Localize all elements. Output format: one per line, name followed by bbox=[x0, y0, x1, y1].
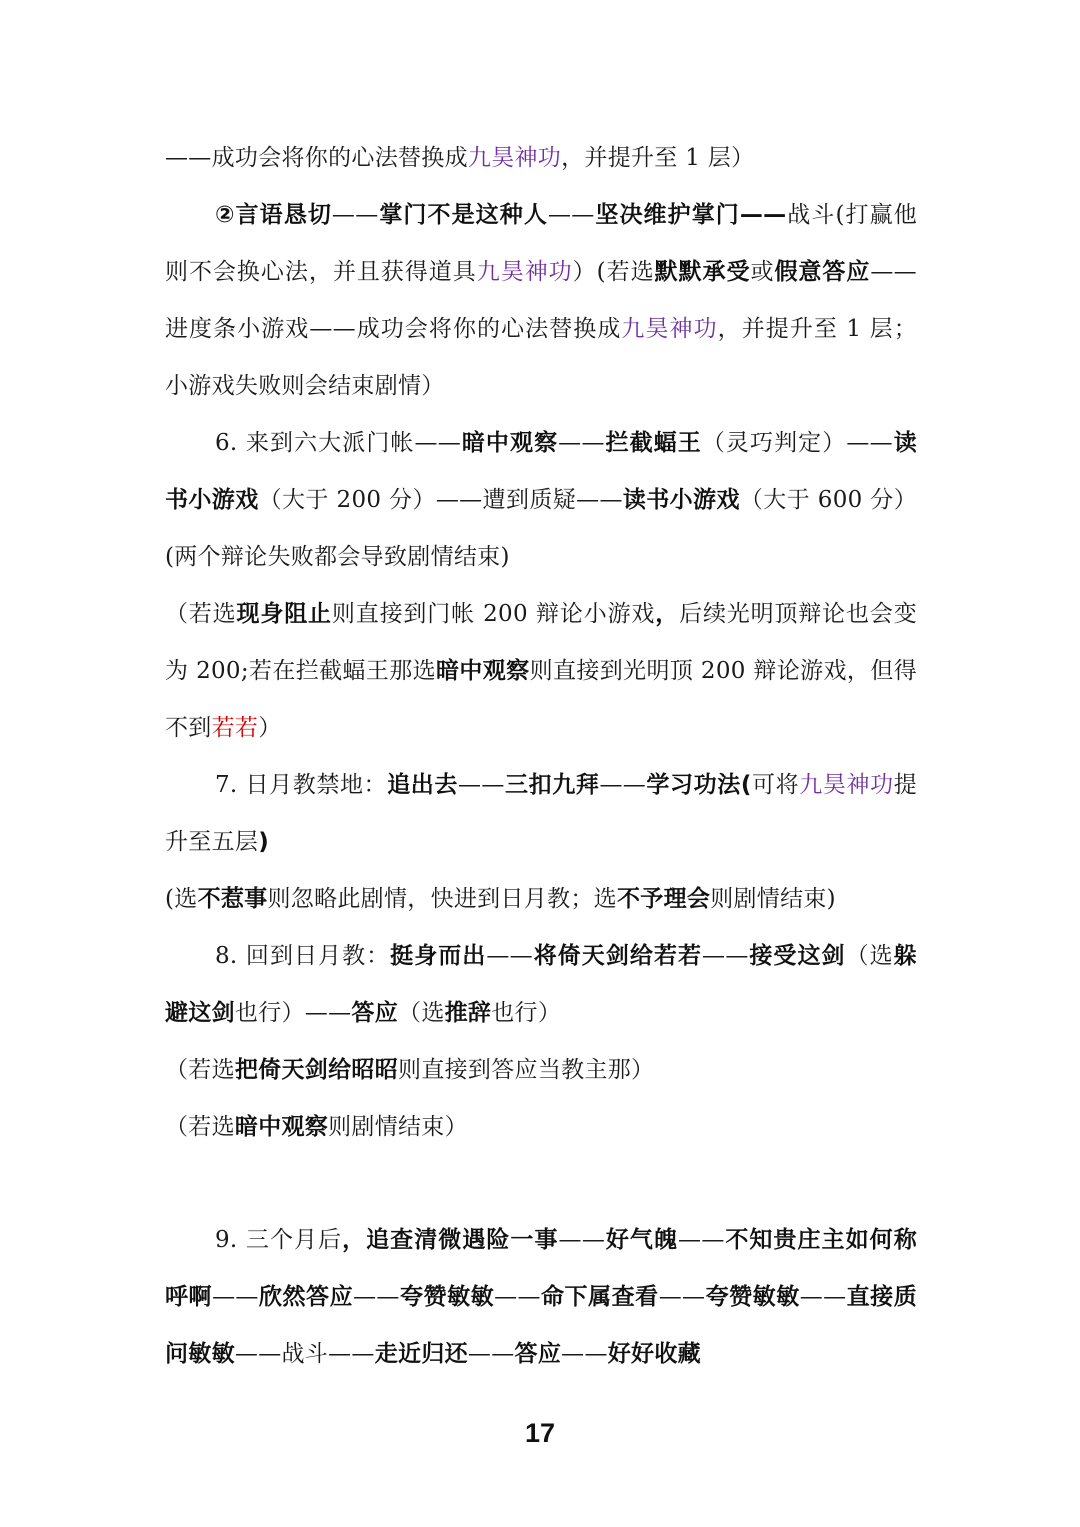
body-text: ——战斗—— bbox=[234, 1341, 375, 1367]
skill-name-highlight: 九昊神功 bbox=[476, 259, 573, 285]
body-text: —— bbox=[658, 1284, 706, 1310]
bold-choice-text: 挺身而出 bbox=[390, 943, 487, 969]
paragraph bbox=[165, 130, 917, 187]
body-text: ——进度条小游戏——成功会将你的心法替换成 bbox=[165, 259, 917, 342]
body-text: —— bbox=[678, 1227, 725, 1253]
bold-choice-text: 拦截蝠王 bbox=[604, 430, 702, 456]
body-text: ——成功会将你的心法替换成 bbox=[165, 145, 468, 171]
page-number: 17 bbox=[524, 1418, 556, 1448]
body-text: （若选 bbox=[165, 1057, 235, 1083]
body-text: —— bbox=[458, 772, 505, 798]
body-text: （若选 bbox=[165, 1114, 235, 1140]
paragraph bbox=[165, 871, 917, 928]
body-text: 则剧情结束) bbox=[710, 886, 836, 912]
paragraph bbox=[165, 1212, 917, 1383]
bold-choice-text: 掌门不是这种人 bbox=[378, 202, 548, 228]
body-text: ，并提升至 1 层；小游戏失败则会结束剧情） bbox=[165, 316, 917, 399]
skill-name-highlight: 九昊神功 bbox=[799, 772, 894, 798]
bold-choice-text: 读书小游戏 bbox=[622, 487, 740, 513]
body-text: (选 bbox=[165, 886, 198, 912]
bold-choice-text: 暗中观察 bbox=[436, 658, 530, 684]
body-text: —— bbox=[353, 1284, 400, 1310]
bold-choice-text: 将倚天剑给若若 bbox=[532, 943, 703, 969]
body-text: ） bbox=[258, 715, 282, 741]
paragraph bbox=[165, 586, 917, 757]
paragraph bbox=[165, 1099, 917, 1156]
body-text: —— bbox=[494, 1284, 541, 1310]
body-text: 则直接到光明顶 200 辩论游戏，但得不到 bbox=[165, 658, 917, 741]
body-text: —— bbox=[558, 430, 605, 456]
bold-choice-text: 不予理会 bbox=[616, 886, 711, 912]
body-text: —— bbox=[799, 1284, 847, 1310]
bold-choice-text: 接受这剑 bbox=[748, 943, 846, 969]
body-text: —— bbox=[702, 943, 749, 969]
document-body bbox=[165, 130, 917, 1383]
body-text: —— bbox=[561, 1341, 608, 1367]
bold-choice-text: 躲避这剑 bbox=[165, 943, 917, 1026]
body-text: 也行） bbox=[491, 1000, 562, 1026]
bold-choice-text: 不惹事 bbox=[197, 886, 268, 912]
body-text: —— bbox=[486, 943, 533, 969]
bold-choice-text: 暗中观察 bbox=[461, 430, 559, 456]
paragraph bbox=[165, 757, 917, 871]
body-text: —— bbox=[467, 1341, 515, 1367]
body-text: （大于 200 分）——遭到质疑—— bbox=[258, 487, 623, 513]
bold-choice-text: 直接质问敏敏 bbox=[165, 1284, 918, 1367]
paragraph bbox=[165, 187, 917, 415]
bold-choice-text: ，追查清微遇险一事 bbox=[342, 1227, 559, 1253]
body-text: 则直接到门帐 200 辩论小游戏 bbox=[331, 601, 656, 627]
skill-name-highlight: 九昊神功 bbox=[621, 316, 718, 342]
body-text: 6. 来到六大派门帐—— bbox=[215, 430, 462, 456]
body-text: —— bbox=[558, 1227, 606, 1253]
body-text: 则剧情结束） bbox=[328, 1114, 468, 1140]
skill-name-highlight: 九昊神功 bbox=[467, 145, 562, 171]
body-text: ，并提升至 1 层） bbox=[561, 145, 755, 171]
body-text: 或 bbox=[750, 259, 775, 285]
body-text: （若选 bbox=[165, 601, 237, 627]
bold-choice-text: ， bbox=[655, 601, 680, 627]
bold-choice-text: 推辞 bbox=[444, 1000, 492, 1026]
body-text: 9. 三个月后 bbox=[215, 1227, 343, 1253]
paragraph bbox=[165, 928, 917, 1042]
body-text: —— bbox=[212, 1284, 259, 1310]
body-text: 提升至五层 bbox=[165, 772, 918, 855]
bold-choice-text: 三扣九拜 bbox=[504, 772, 600, 798]
bold-choice-text: 把倚天剑给昭昭 bbox=[234, 1057, 399, 1083]
character-name-highlight: 若若 bbox=[211, 715, 259, 741]
body-text: （选 bbox=[398, 1000, 445, 1026]
bold-choice-text: 好气魄 bbox=[605, 1227, 679, 1253]
bold-choice-text: 夸赞敏敏 bbox=[399, 1284, 495, 1310]
bold-choice-text: 假意答应 bbox=[774, 259, 871, 285]
body-text: 也行）—— bbox=[234, 1000, 352, 1026]
body-text: （选 bbox=[845, 943, 894, 969]
body-text: —— bbox=[599, 772, 647, 798]
body-text: ）(若选 bbox=[572, 259, 655, 285]
bold-choice-text: 欣然答应 bbox=[258, 1284, 354, 1310]
body-text: 战斗(打赢他则不会换心法，并且获得道具 bbox=[165, 202, 917, 285]
body-text: 则直接到答应当教主那） bbox=[398, 1057, 655, 1083]
bold-choice-text: ②言语恳切 bbox=[215, 202, 332, 228]
paragraph bbox=[165, 1042, 917, 1099]
bold-choice-text: 默默承受 bbox=[654, 259, 751, 285]
bold-choice-text: 夸赞敏敏 bbox=[705, 1284, 800, 1310]
bold-choice-text: 坚决维护掌门—— bbox=[594, 202, 787, 228]
body-text: 则忽略此剧情，快进到日月教；选 bbox=[267, 886, 617, 912]
body-text: 8. 回到日月教： bbox=[215, 943, 391, 969]
bold-choice-text: 学习功法( bbox=[646, 772, 752, 798]
body-text: —— bbox=[547, 202, 595, 228]
bold-choice-text: 答应 bbox=[351, 1000, 399, 1026]
bold-choice-text: 走近归还 bbox=[374, 1341, 468, 1367]
bold-choice-text: 现身阻止 bbox=[236, 601, 332, 627]
body-text: （灵巧判定）—— bbox=[701, 430, 893, 456]
bold-choice-text: 答应 bbox=[514, 1341, 562, 1367]
bold-choice-text: 不知贵庄主如何称呼啊 bbox=[165, 1227, 917, 1310]
bold-choice-text: 好好收藏 bbox=[607, 1341, 701, 1367]
bold-choice-text: 追出去 bbox=[387, 772, 459, 798]
body-text: —— bbox=[331, 202, 379, 228]
paragraph-gap bbox=[165, 1156, 917, 1212]
body-text: （大于 600 分）(两个辩论失败都会导致剧情结束) bbox=[165, 487, 917, 570]
bold-choice-text: 暗中观察 bbox=[234, 1114, 329, 1140]
body-text: 可将 bbox=[751, 772, 800, 798]
body-text: 后续光明顶辩论也会变为 200;若在拦截蝠王那选 bbox=[165, 601, 918, 684]
body-text: 7. 日月教禁地： bbox=[215, 772, 388, 798]
bold-choice-text: 命下属查看 bbox=[540, 1284, 659, 1310]
bold-choice-text: ) bbox=[258, 829, 270, 855]
paragraph bbox=[165, 415, 917, 586]
bold-choice-text: 读书小游戏 bbox=[165, 430, 918, 513]
